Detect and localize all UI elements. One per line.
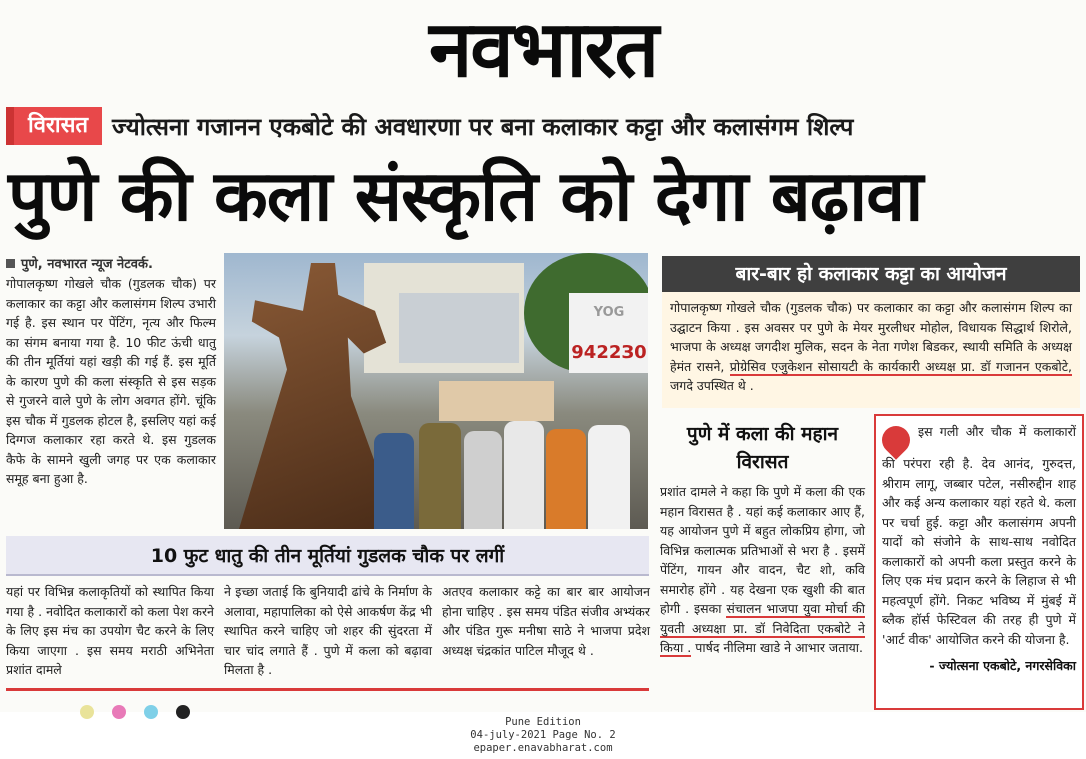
mid-text-b: पार्षद नीलिमा खाडे ने आभार जताया. — [691, 640, 864, 655]
lead-article — [6, 256, 216, 489]
photo-person — [546, 429, 586, 529]
mid-underlined: संचालन भाजपा युवा मोर्चा की युवती अध्यक्षा प्रा. डॉ निवेदिता एकबोटे ने किया . — [660, 601, 865, 655]
right-box-body — [662, 292, 1080, 408]
quote-body — [882, 422, 1076, 649]
right-box-text-b: जगदे उपस्थित थे . — [670, 378, 754, 393]
photo-sign-text: 9422З0 — [571, 342, 647, 363]
column-2: ने इच्छा जताई कि बुनियादी ढांचे के निर्माण के अलावा, महापालिका को ऐसे आकर्षण केंद्र भी स्थापित करने चाहिए जो शहर की सुंदरता में चार चांद लगाते हैं . पुणे में कला को बढ़ावा मिलता है . — [224, 584, 432, 677]
bullet-square-icon — [6, 259, 15, 268]
epaper-footer — [0, 716, 1086, 755]
lead-body: गोपालकृष्ण गोखले चौक (गुडलक चौक) पर कलाकार का कट्टा और कलासंगम शिल्प उभारी गई है. इस स्थान पर पेंटिंग, नृत्य और फिल्म का संगम बनाया गया है. 10 फीट ऊंची धातु की तीन मूर्तियां यहां खड़ी की गई हैं. इस मूर्ति के कारण पुणे की कला संस्कृति से इस सड़क से गुजरने वाले पुणे के लोग अवगत होंगे. चूंकि इस चौक में गुडलक होटल है, इसलिए यहां कई दिग्गज कलाकार रहा करते थे. इस गुडलक कैफे के सामने खुली जगह पर एक कलाकार समूह बना हुआ है. — [6, 276, 216, 486]
mid-text-a: प्रशांत दामले ने कहा कि पुणे में कला की एक महान विरासत है . यहां कई कलाकार आए हैं, यह आयोजन पुणे में बहुत लोकप्रिय होगा, जो विभिन्न कलात्मक प्रतिभाओं से भरा है . इसमें पेंटिंग, गायन और वादन, चैट शो, कवि समारोह होंगे . यह देखना एक खुशी की बात होगी . इसका — [660, 484, 865, 616]
photo-banner-shape — [439, 381, 554, 421]
column-3: अतएव कलाकार कट्टे का बार बार आयोजन होना चाहिए . इस समय पंडित संजीव अभ्यंकर और पंडित गुरू मनीषा साठे ने भाजपा प्रदेश अध्यक्ष चंद्रकांत पाटिल मौजूद थे . — [442, 584, 650, 658]
dateline-text: पुणे, नवभारत न्यूज नेटवर्क. — [21, 257, 153, 272]
news-photo — [224, 253, 648, 529]
masthead: नवभारत — [428, 5, 658, 95]
kicker-tag: विरासत — [6, 107, 102, 145]
column-1: यहां पर विभिन्न कलाकृतियों को स्थापित किया गया है . नवोदित कलाकारों को कला पेश करने के लिए इस मंच का उपयोग चैट करने के लिए किया जाएगा . इस समय मराठी अभिनेता प्रशांत दामले — [6, 584, 214, 677]
quote-drop-icon — [876, 420, 916, 460]
kicker-row — [6, 106, 1080, 146]
photo-person — [464, 431, 502, 529]
photo-person — [504, 421, 544, 529]
right-box-text-a: गोपालकृष्ण गोखले चौक (गुडलक चौक) पर कलाकार का कट्टा और कलासंगम शिल्प का उद्घाटन किया . इस अवसर पर पुणे के मेयर मुरलीधर मोहोल, विधायक सिद्धार्थ शिरोले, भाजपा के अध्यक्ष जगदीश मुलिक, सदन के नेता गणेश बिडकर, स्थायी समिति के अध्यक्ष हेमंत रासने, — [670, 300, 1072, 374]
kicker-text: ज्योत्सना गजानन एकबोटे की अवधारणा पर बना कलाकार कट्टा और कलासंगम शिल्प — [112, 112, 854, 141]
footer-edition: Pune Edition — [505, 716, 581, 728]
mid-body — [660, 482, 865, 658]
right-box-underlined: प्रोग्रेसिव एजुकेशन सोसायटी के कार्यकारी अध्यक्ष प्रा. डॉ गजानन एकबोटे, — [729, 358, 1072, 374]
mid-title: पुणे में कला की महान विरासत — [686, 423, 839, 473]
footer-site: epaper.enavabharat.com — [473, 742, 613, 754]
dateline — [6, 256, 216, 274]
photo-building-window-shape — [399, 293, 519, 363]
red-divider — [6, 688, 649, 691]
quote-text: इस गली और चौक में कलाकारों की परंपरा रही है. देव आनंद, गुरुदत्त, श्रीराम लागू, जब्बार पटेल, नसीरुद्दीन शाह और कई अन्य कलाकार यहां रहते थे. कला पर चर्चा हुई. कट्टा और कलासंगम अपनी यादों को संजोने के साथ-साथ नवोदित कलाकारों को अपनी कला प्रस्तुत करने के लिए एक मंच प्रदान करने के लिहाज से भी महत्वपूर्ण होंगे. निकट भविष्य में मुंबई में ब्लैक हॉर्स फेस्टिवल की तरह ही पुणे में 'आर्ट वीक' आयोजित करने की योजना है. — [882, 424, 1076, 647]
photo-signboard — [569, 293, 648, 373]
subhead-text: 10 फुट धातु की तीन मूर्तियां गुडलक चौक पर लगीं — [150, 545, 505, 567]
headline: पुणे की कला संस्कृति को देगा बढ़ावा — [8, 155, 923, 237]
mid-article — [660, 420, 865, 658]
quote-signature: - ज्योत्सना एकबोटे, नगरसेविका — [929, 658, 1076, 673]
footer-date-page: 04-july-2021 Page No. 2 — [470, 729, 616, 741]
photo-person — [374, 433, 414, 529]
photo-person — [419, 423, 461, 529]
subhead-bar — [6, 536, 649, 576]
right-box-title: बार-बार हो कलाकार कट्टा का आयोजन — [662, 256, 1080, 292]
quote-box — [874, 414, 1084, 710]
photo-sign2-text: YOG — [593, 305, 625, 320]
photo-person — [588, 425, 630, 529]
